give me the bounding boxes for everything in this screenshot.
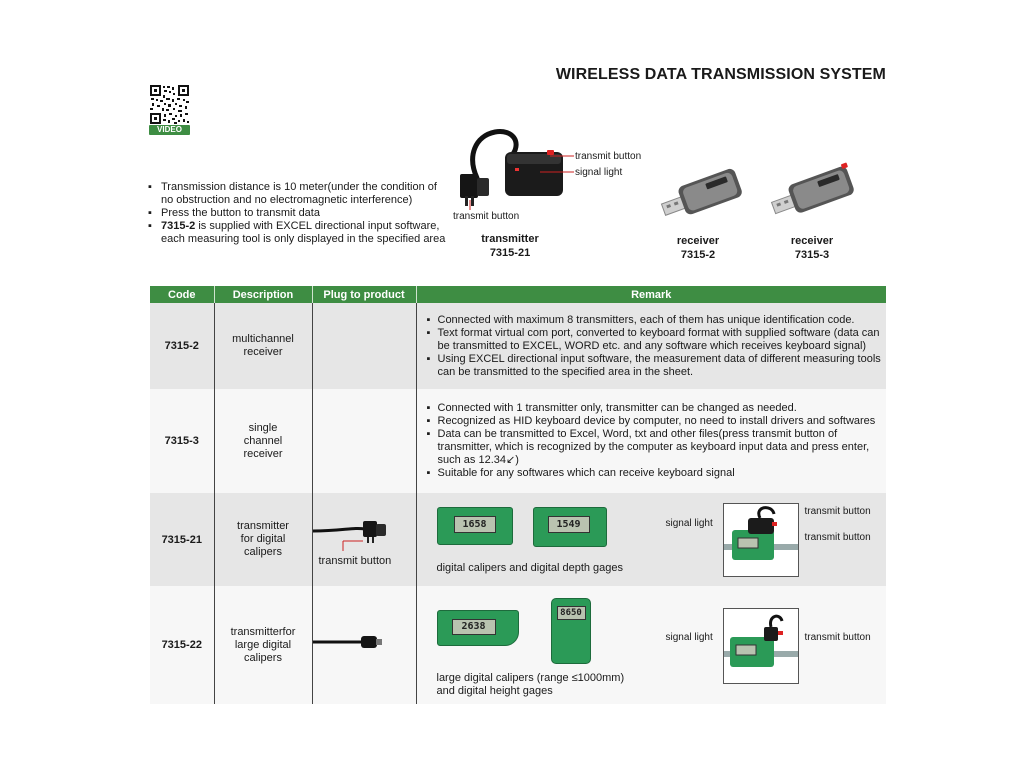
code-cell: 7315-22: [150, 586, 214, 704]
product-name: transmitter: [481, 233, 539, 245]
remark-item: ▪ Text format virtual com port, converted to keyboard format with supplied software (data can be transmitted to EXCEL, WORD etc. and any software which receives keyboard signal): [427, 327, 887, 353]
label-transmit-button: transmit button: [575, 151, 642, 162]
receiver-7315-3-image: [765, 158, 857, 218]
photo-label-signal-light: signal light: [665, 518, 713, 529]
description-cell: [214, 586, 312, 704]
description-line: calipers: [244, 651, 282, 664]
description-line: for digital: [240, 533, 286, 545]
transmitter-caption: [470, 232, 550, 260]
column-header: Remark: [416, 286, 886, 303]
remark-cell: [416, 586, 886, 704]
description-cell: [214, 303, 312, 389]
column-header: Code: [150, 286, 214, 303]
plug-label: transmit button: [318, 555, 392, 567]
product-code: 7315-2: [680, 249, 716, 261]
remark-cell: [416, 303, 886, 389]
product-name: receiver: [676, 235, 720, 247]
column-header: Plug to product: [312, 286, 416, 303]
receiver-caption: [772, 234, 852, 262]
description-line: transmitterfor: [230, 625, 296, 638]
remark-item: ▪ Using EXCEL directional input software, the measurement data of different measuring tools can be transmitted to the specified area in the sheet.: [427, 353, 887, 379]
digital-height-gage-image: [551, 598, 591, 664]
description-line: channel: [243, 434, 283, 447]
code-cell: 7315-21: [150, 493, 214, 586]
remark-cell: [416, 389, 886, 493]
video-badge: VIDEO: [157, 125, 182, 134]
table-row: [150, 303, 886, 389]
transmitter-mounted-photo: [723, 608, 799, 684]
digital-depth-gage-image: [533, 507, 607, 547]
photo-label-transmit-button: transmit button: [804, 632, 871, 643]
feature-list: [148, 181, 448, 246]
table-row: [150, 389, 886, 493]
product-name: receiver: [790, 235, 834, 247]
description-line: single: [248, 421, 278, 434]
product-code: 7315-21: [489, 247, 531, 259]
receiver-caption: [658, 234, 738, 262]
plug-cell: [312, 586, 416, 704]
feature-item: ▪ Transmission distance is 10 meter(under the condition of no obstruction and no electromagnetic interference): [148, 181, 448, 207]
remark-caption-line: and digital height gages: [436, 685, 553, 697]
photo-label-signal-light: signal light: [665, 632, 713, 643]
remark-caption: digital calipers and digital depth gages: [436, 562, 624, 574]
spec-table: [150, 286, 886, 704]
description-cell: [214, 389, 312, 493]
description-cell: [214, 493, 312, 586]
plug-cell: [312, 303, 416, 389]
code-cell: 7315-2: [150, 303, 214, 389]
plug-cell: [312, 493, 416, 586]
description-line: multichannel: [232, 333, 294, 345]
transmitter-cable-icon: [313, 513, 413, 553]
digital-caliper-image: [437, 507, 513, 545]
callout-lines: [520, 150, 575, 180]
feature-item: ▪ Press the button to transmit data: [148, 207, 448, 220]
video-qr-code[interactable]: [149, 84, 190, 135]
caliper-reading: 1658: [454, 516, 496, 533]
remark-item: ▪ Connected with 1 transmitter only, transmitter can be changed as needed.: [427, 402, 887, 415]
feature-code: 7315-2: [161, 220, 196, 232]
page-title: WIRELESS DATA TRANSMISSION SYSTEM: [555, 66, 886, 83]
receiver-7315-2-image: [655, 160, 745, 220]
remark-caption-line: large digital calipers (range ≤1000mm): [436, 672, 625, 684]
column-header: Description: [214, 286, 312, 303]
table-row: [150, 493, 886, 586]
code-cell: 7315-3: [150, 389, 214, 493]
remark-item: ▪ Data can be transmitted to Excel, Word, txt and other files(press transmit button of transmitter, which is recognized by the computer as keyboard input data and press enter, such as 12.34↙): [427, 428, 887, 467]
label-transmit-button: transmit button: [453, 211, 520, 222]
plug-cell: [312, 389, 416, 493]
description-line: transmitter: [237, 520, 289, 532]
height-gage-reading: 8650: [557, 606, 586, 620]
photo-label-transmit-button: transmit button: [804, 532, 871, 543]
remark-item: ▪ Recognized as HID keyboard device by computer, no need to install drivers and softwares: [427, 415, 887, 428]
transmitter-mounted-photo: [723, 503, 799, 577]
feature-item: [148, 220, 448, 246]
table-row: [150, 586, 886, 704]
description-line: large digital: [234, 638, 292, 651]
label-signal-light: signal light: [575, 167, 623, 178]
product-code: 7315-3: [794, 249, 830, 261]
depth-gage-reading: 1549: [548, 516, 590, 533]
description-line: receiver: [243, 346, 283, 358]
photo-label-transmit-button: transmit button: [804, 506, 871, 517]
large-digital-caliper-image: [437, 610, 519, 646]
remark-caption: [437, 672, 625, 698]
micro-usb-cable-icon: [313, 632, 393, 652]
caliper-with-transmitter-icon: [724, 504, 798, 576]
table-header-row: [150, 286, 886, 303]
remark-item: ▪ Suitable for any softwares which can receive keyboard signal: [427, 467, 887, 480]
description-line: calipers: [244, 546, 282, 558]
caliper-reading: 2638: [452, 619, 496, 635]
remark-cell: [416, 493, 886, 586]
description-line: receiver: [243, 447, 283, 460]
large-caliper-with-transmitter-icon: [724, 609, 798, 683]
remark-item: ▪ Connected with maximum 8 transmitters, each of them has unique identification code.: [427, 314, 887, 327]
feature-text: is supplied with EXCEL directional input software, each measuring tool is only displayed in the specified area: [161, 220, 446, 245]
